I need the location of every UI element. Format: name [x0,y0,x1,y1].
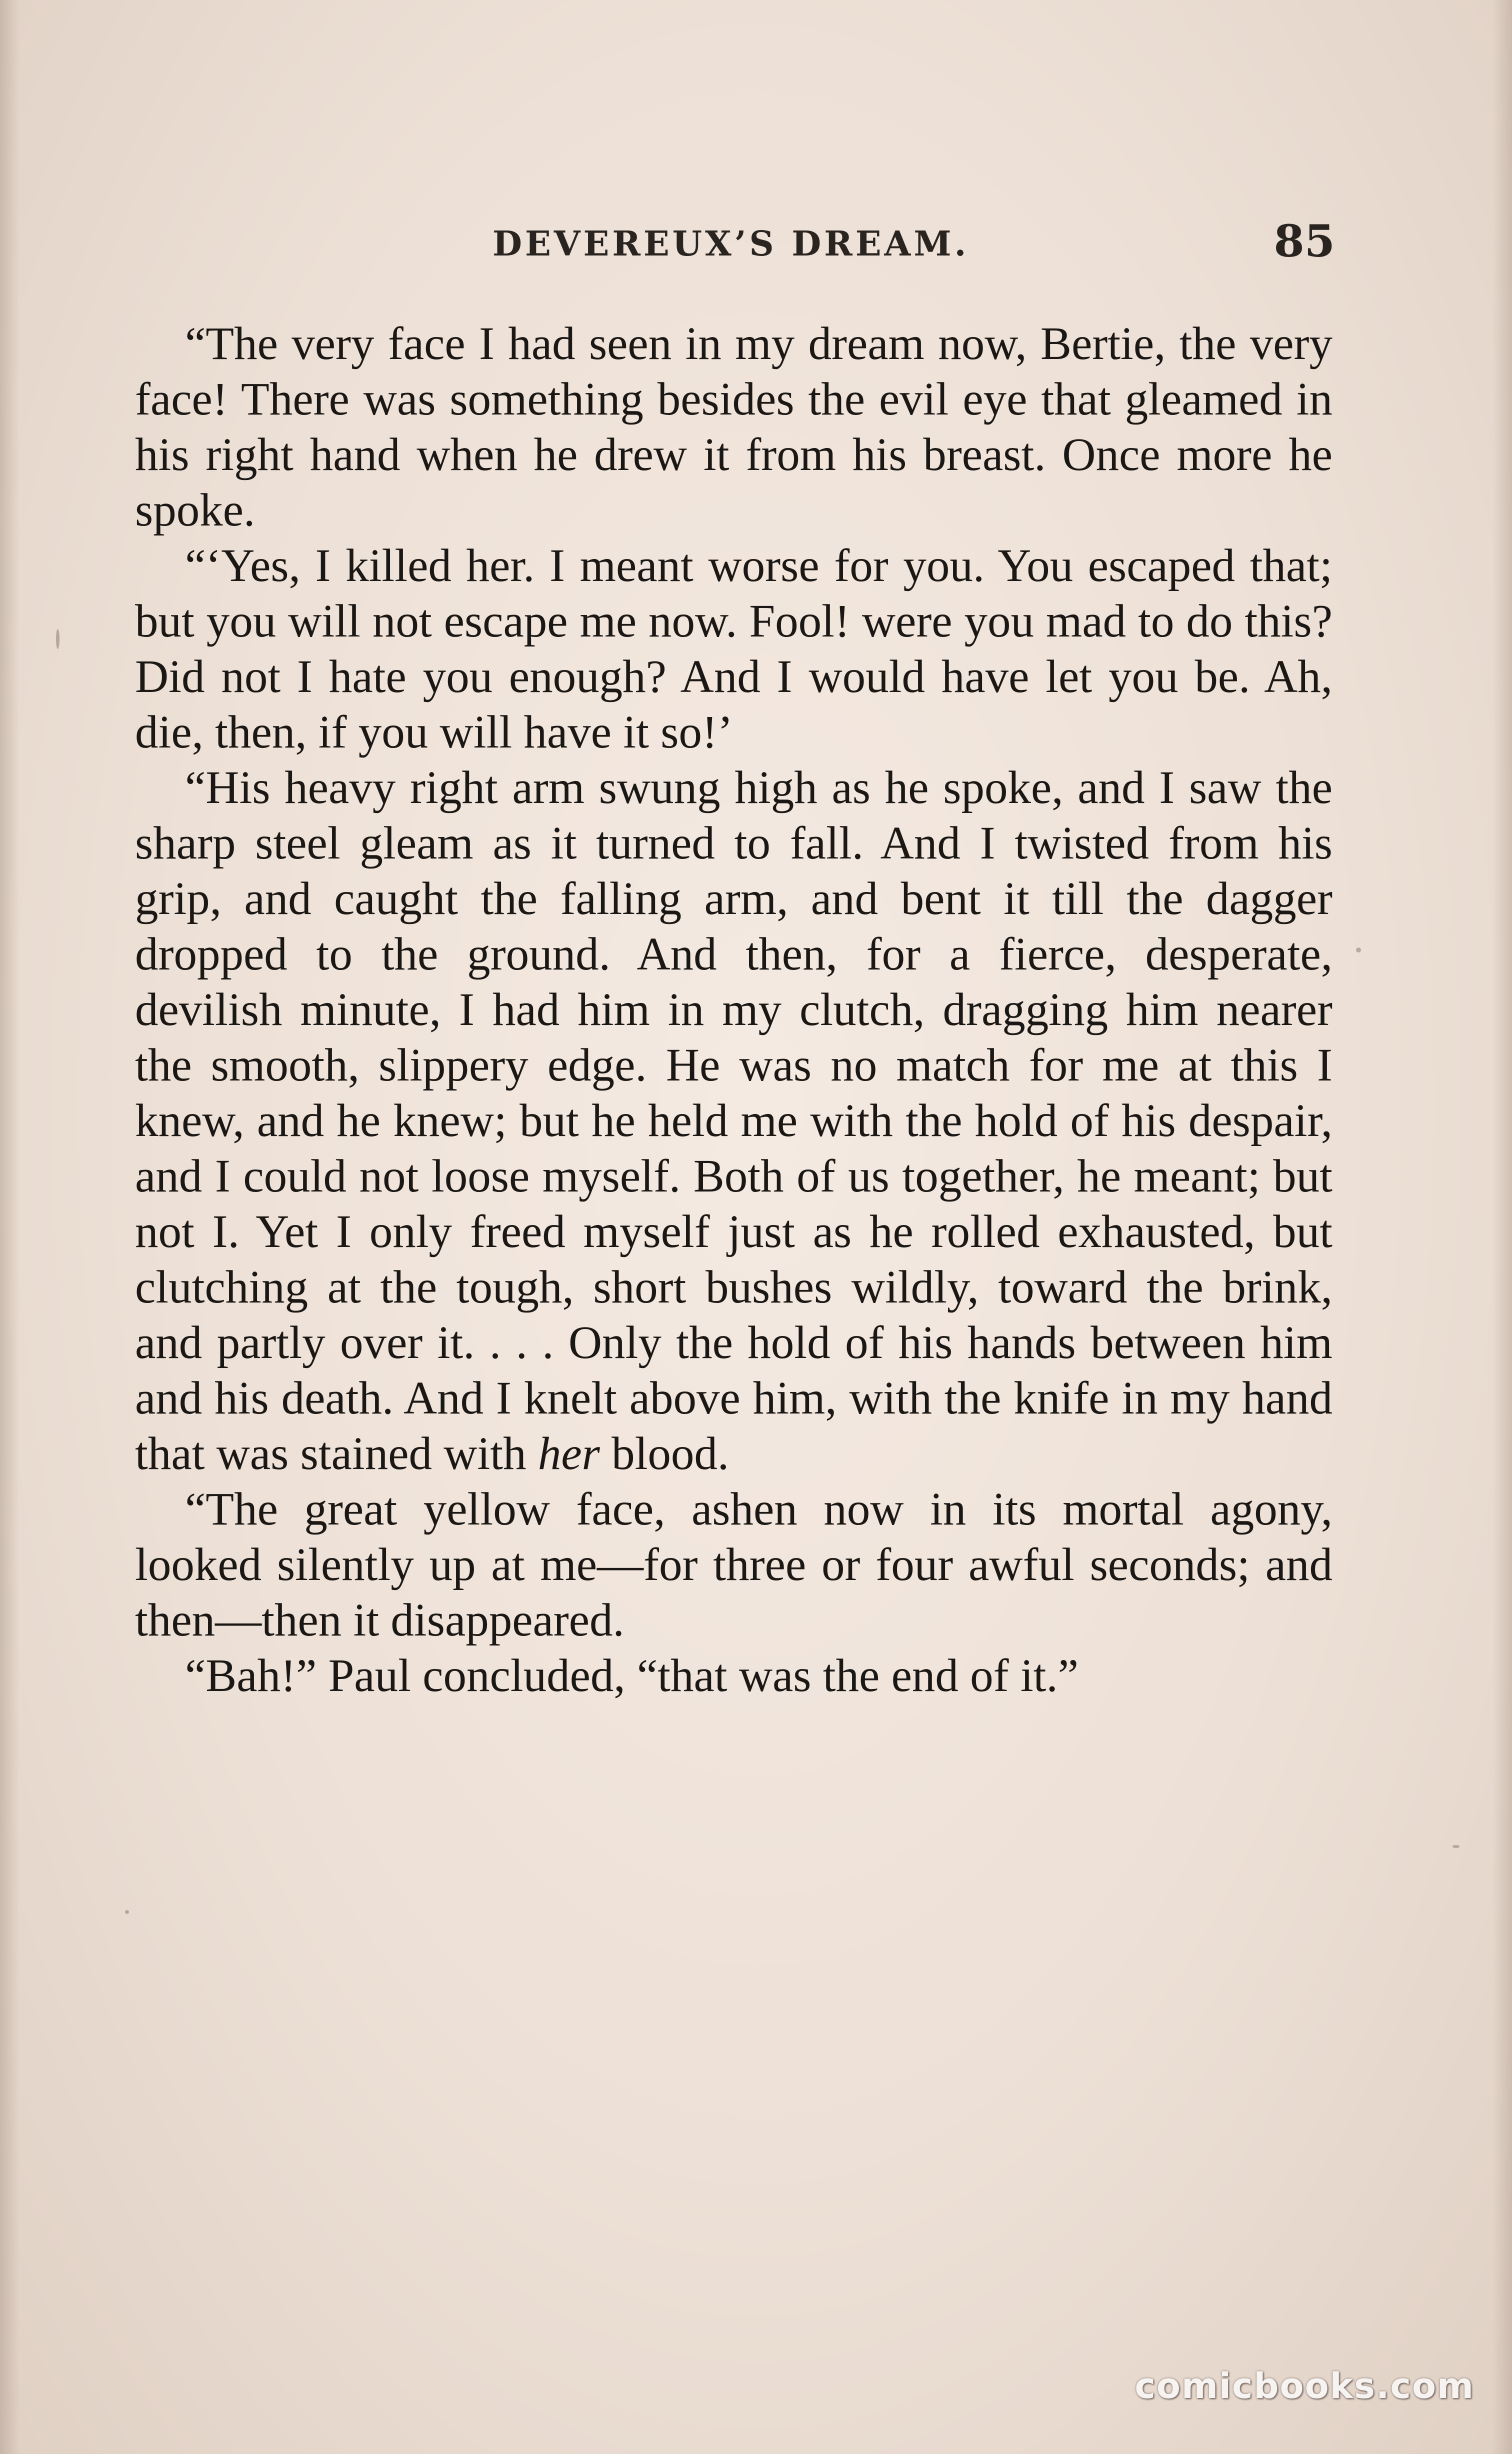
paragraph: “‘Yes, I killed her. I meant worse for you. You escaped that; but you will not escape me now. Fool! were you mad to do this? Did not I hate you enough? And I would have let you be. Ah, die, then, if you will have it so!’ [135,540,1332,758]
paragraph: “Bah!” Paul concluded, “that was the end of it.” [185,1650,1079,1702]
paragraph: “The great yellow face, ashen now in its mortal agony, looked silently up at me—for three or four awful seconds; and then—then it disappeared. [135,1484,1332,1646]
paper-speck [1452,1845,1460,1848]
italic-emphasis: her [538,1428,600,1480]
page-edge-left [0,0,20,2454]
paragraph: “The very face I had seen in my dream now, Bertie, the very face! There was something besides the evil eye that gleamed in his right hand when he drew it from his breast. Once more he spoke. [135,318,1332,536]
paper-speck [1356,948,1361,952]
page-edge-right [1492,0,1512,2454]
body-text [135,316,1332,1704]
running-head [135,215,1335,270]
page-number: 85 [1274,215,1335,267]
watermark: comicbooks.com [1134,2366,1474,2406]
paper-speck [56,629,60,649]
paragraph: “His heavy right arm swung high as he spoke, and I saw the sharp steel gleam as it turned to fall. And I twisted from his grip, and caught the falling arm, and bent it till the dagger dropped to the ground. And then, for a fierce, desperate, devilish minute, I had him in my clutch, dragging him nearer the smooth, slippery edge. He was no match for me at this I knew, and he knew; but he held me with the hold of his despair, and I could not loose myself. Both of us together, he meant; but not I. Yet I only freed myself just as he rolled exhausted, but clutching at the tough, short bushes wildly, toward the brink, and partly over it. . . . Only the hold of his hands between him and his death. And I knelt above him, with the knife in my hand that was stained with her blood. [135,762,1332,1480]
running-head-title: DEVEREUX’S DREAM. [492,224,970,264]
paper-speck [125,1910,129,1914]
